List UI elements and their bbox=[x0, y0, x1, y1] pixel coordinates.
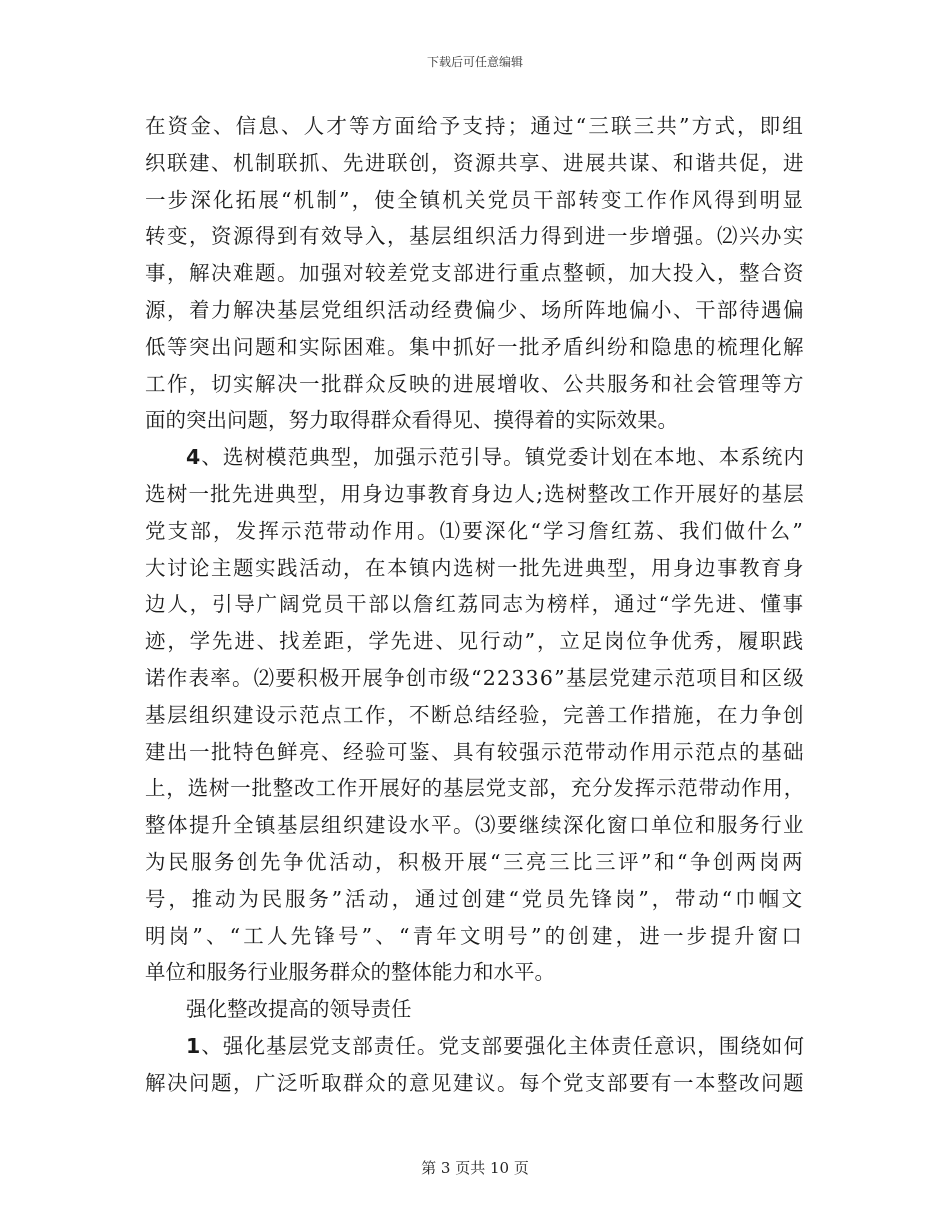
body-line-7: 低等突出问题和实际困难。集中抓好一批矛盾纠纷和隐患的梳理化解 bbox=[145, 334, 805, 359]
section-4-line: 单位和服务行业服务群众的整体能力和水平。 bbox=[145, 960, 555, 985]
section-4-first-text: 、选树模范典型，加强示范引导。镇党委计划在本地、本系统内 bbox=[201, 445, 806, 470]
section-4-line: 明岗”、“工人先锋号”、“青年文明号”的创建，进一步提升窗口 bbox=[145, 923, 805, 948]
body-line-6: 源，着力解决基层党组织活动经费偏少、场所阵地偏小、干部待遇偏 bbox=[145, 297, 805, 322]
body-line-3: 一步深化拓展“机制”，使全镇机关党员干部转变工作作风得到明显 bbox=[145, 187, 805, 212]
section-1-first-text: 、强化基层党支部责任。党支部要强化主体责任意识，围绕如何 bbox=[201, 1033, 806, 1058]
section-4-line: 基层组织建设示范点工作，不断总结经验，完善工作措施，在力争创 bbox=[145, 702, 805, 727]
section-1-number: 1 bbox=[186, 1033, 202, 1058]
section-4-line: 党支部，发挥示范带动作用。⑴要深化“学习詹红荔、我们做什么” bbox=[145, 518, 805, 543]
section-4-line: 诺作表率。⑵要积极开展争创市级“22336”基层党建示范项目和区级 bbox=[145, 665, 805, 690]
section-4-line: 号，推动为民服务”活动，通过创建“党员先锋岗”，带动“巾帼文 bbox=[145, 886, 805, 911]
section-4-line: 为民服务创先争优活动，积极开展“三亮三比三评”和“争创两岗两 bbox=[145, 849, 805, 874]
body-line-2: 织联建、机制联抓、先进联创，资源共享、进展共谋、和谐共促，进 bbox=[145, 150, 805, 175]
body-line-1: 在资金、信息、人才等方面给予支持；通过“三联三共”方式，即组 bbox=[145, 114, 805, 138]
section-4-line: 整体提升全镇基层组织建设水平。⑶要继续深化窗口单位和服务行业 bbox=[145, 813, 805, 838]
body-line-9: 面的突出问题，努力取得群众看得见、摸得着的实际效果。 bbox=[145, 408, 678, 433]
body-line-8: 工作，切实解决一批群众反映的进展增收、公共服务和社会管理等方 bbox=[145, 371, 805, 396]
section-4-number: 4 bbox=[186, 445, 202, 470]
section-4-first-line bbox=[145, 439, 805, 476]
section-4-line: 上，选树一批整改工作开展好的基层党支部，充分发挥示范带动作用， bbox=[145, 776, 805, 801]
section-1-line: 解决问题，广泛听取群众的意见建议。每个党支部要有一本整改问题 bbox=[145, 1070, 805, 1095]
section-1-first-line bbox=[145, 1028, 805, 1065]
document-body bbox=[145, 108, 805, 1102]
body-line-4: 转变，资源得到有效导入，基层组织活力得到进一步增强。⑵兴办实 bbox=[145, 224, 805, 249]
section-4-line: 大讨论主题实践活动，在本镇内选树一批先进典型，用身边事教育身 bbox=[145, 555, 805, 580]
body-line-5: 事，解决难题。加强对较差党支部进行重点整顿，加大投入，整合资 bbox=[145, 261, 805, 286]
section-4-line: 边人，引导广阔党员干部以詹红荔同志为榜样，通过“学先进、懂事 bbox=[145, 592, 805, 617]
section-4-line: 建出一批特色鲜亮、经验可鉴、具有较强示范带动作用示范点的基础 bbox=[145, 739, 805, 764]
section-heading: 强化整改提高的领导责任 bbox=[186, 997, 412, 1022]
section-4-line: 迹，学先进、找差距，学先进、见行动”，立足岗位争优秀，履职践 bbox=[145, 629, 805, 654]
section-4-line: 选树一批先进典型，用身边事教育身边人;选树整改工作开展好的基层 bbox=[145, 481, 805, 506]
page-header: 下载后可任意编辑 bbox=[426, 55, 523, 69]
page-footer: 第 3 页共 10 页 bbox=[421, 1159, 529, 1177]
